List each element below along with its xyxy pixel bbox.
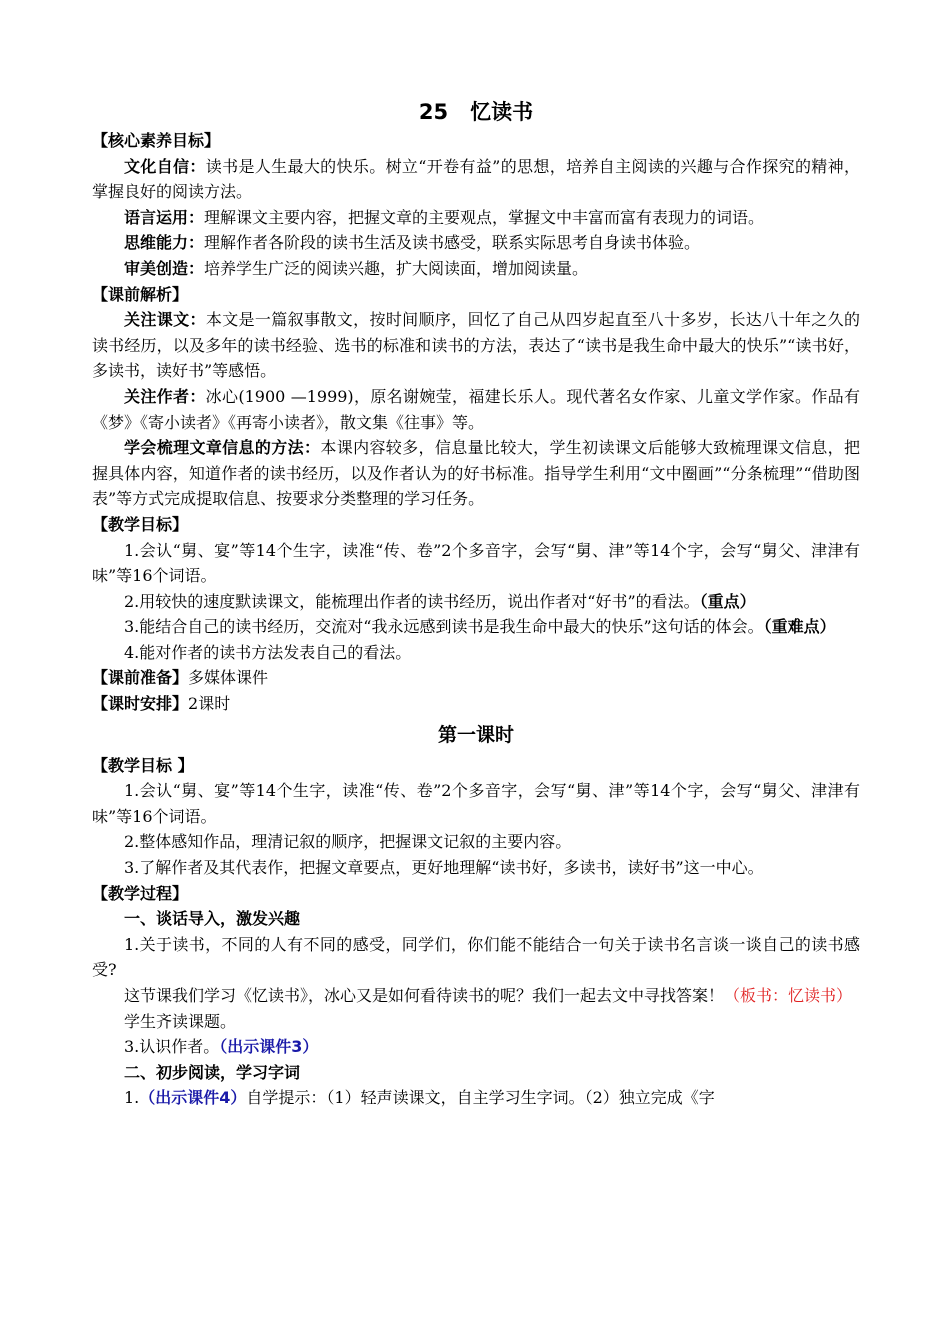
preview-item: 关注作者：冰心(1900 —1999)，原名谢婉莹，福建长乐人。现代著名女作家、儿童文学作家。作品有《梦》《寄小读者》《再寄小读者》，散文集《往事》等。 [92,386,860,432]
teaching-goal-item: 2.用较快的速度默读课文，能梳理出作者的读书经历，说出作者对“好书”的看法。（重点） [124,591,756,611]
paragraph: 学生齐读课题。 [124,1011,237,1031]
core-goals-heading: 【核心素养目标】 [92,131,221,150]
paragraph: 1.关于读书，不同的人有不同的感受，同学们，你们能不能结合一句关于读书名言谈一谈自己的读书感受? [92,934,860,980]
section-heading: 一、谈话导入，激发兴趣 [124,909,301,929]
schedule-line: 【课时安排】2课时 [92,694,231,714]
paragraph: 这节课我们学习《忆读书》，冰心又是如何看待读书的呢？我们一起去文中寻找答案！（板书：忆读书） [124,986,853,1005]
lesson-number: 25 [418,100,449,124]
teaching-goals-heading: 【教学目标】 [92,514,189,534]
paragraph: 1.（出示课件4）自学提示：（1）轻声读课文，自主学习生字词。（2）独立完成《字 [124,1088,715,1108]
core-goal-item: 语言运用：理解课文主要内容，把握文章的主要观点，掌握文中丰富而富有表现力的词语。 [124,207,765,227]
page-title [92,96,860,128]
courseware-note: （出示课件4） [139,1088,247,1108]
core-goal-item: 思维能力：理解作者各阶段的读书生活及读书感受，联系实际思考自身读书体验。 [124,233,701,253]
preview-item: 学会梳理文章信息的方法：本课内容较多，信息量比较大，学生初读课文后能够大致梳理课文信息，把握具体内容，知道作者的读书经历，以及作者认为的好书标准。指导学生利用“文中圈画”“分条梳理”“借助图表”等方式完成提取信息、按要求分类整理的学习任务。 [92,438,860,509]
section-heading: 二、初步阅读，学习字词 [124,1062,301,1082]
core-goal-item: 文化自信：读书是人生最大的快乐。树立“开卷有益”的思想，培养自主阅读的兴趣与合作探究的精神，掌握良好的阅读方法。 [92,156,860,202]
lesson-name: 忆读书 [470,100,534,124]
document-page [92,96,860,1111]
courseware-note: （出示课件3） [219,1037,319,1057]
lesson1-goals-heading: 【教学目标 】 [92,755,194,775]
paragraph: 3.认识作者。（出示课件3） [124,1037,319,1057]
core-goal-item: 审美创造：培养学生广泛的阅读兴趣，扩大阅读面，增加阅读量。 [124,258,589,278]
preview-heading: 【课前解析】 [92,284,189,304]
prep-line: 【课前准备】多媒体课件 [92,668,269,688]
preview-item: 关注课文：本文是一篇叙事散文，按时间顺序，回忆了自己从四岁起直至八十多岁，长达八十年之久的读书经历，以及多年的读书经验、选书的标准和读书的方法，表达了“读书是我生命中最大的快乐”“读书好，多读书，读好书”等感悟。 [92,310,860,381]
lesson1-goal-item: 3.了解作者及其代表作，把握文章要点，更好地理解“读书好，多读书，读好书”这一中心。 [124,858,764,878]
lesson1-goal-item: 1.会认“舅、宴”等14个生字，读准“传、卷”2个多音字，会写“舅、津”等14个字，会写“舅父、津津有味”等16个词语。 [92,781,860,826]
lesson1-goal-item: 2.整体感知作品，理清记叙的顺序，把握课文记叙的主要内容。 [124,832,572,852]
teaching-goal-item: 4.能对作者的读书方法发表自己的看法。 [124,642,412,662]
board-note: （板书：忆读书） [724,986,853,1005]
process-heading: 【教学过程】 [92,883,189,903]
teaching-goal-item: 1.会认“舅、宴”等14个生字，读准“传、卷”2个多音字，会写“舅、津”等14个字，会写“舅父、津津有味”等16个词语。 [92,540,860,586]
lesson1-title: 第一课时 [437,723,514,746]
teaching-goal-item: 3.能结合自己的读书经历，交流对“我永远感到读书是我生命中最大的快乐”这句话的体会。（重难点） [124,617,836,637]
